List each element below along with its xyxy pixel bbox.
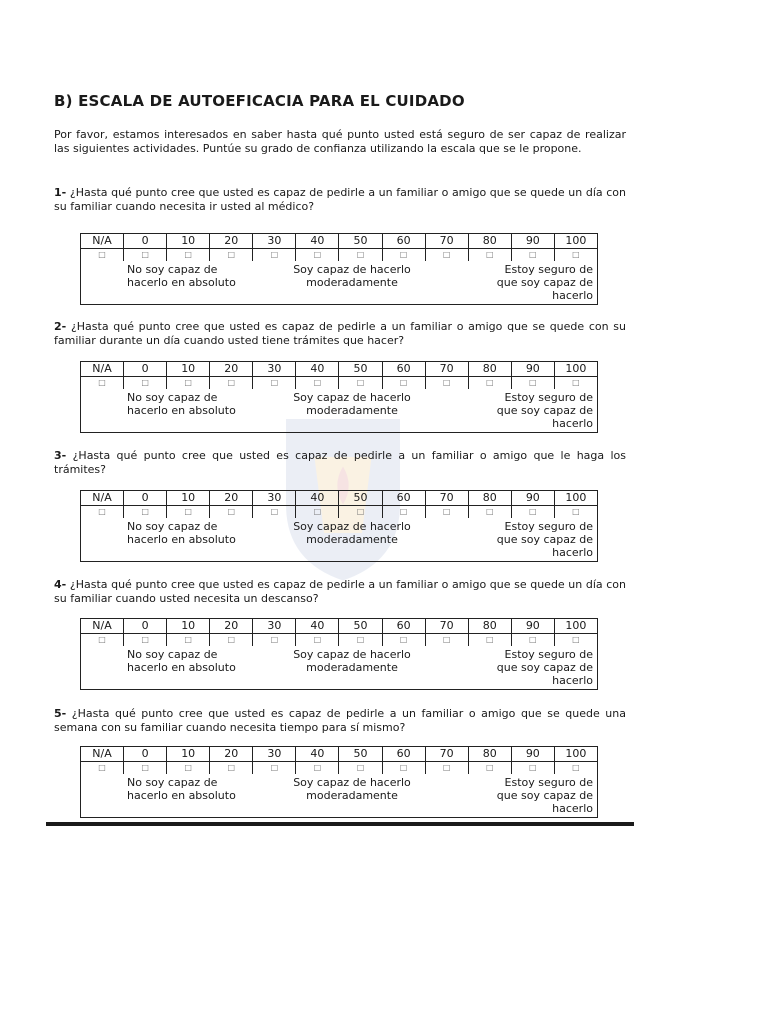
scale-value: 90 xyxy=(511,619,554,634)
question-2 xyxy=(54,320,626,347)
rating-checkbox[interactable]: □ xyxy=(511,249,554,262)
rating-scale-4 xyxy=(80,618,598,690)
rating-checkbox[interactable]: □ xyxy=(253,634,296,647)
intro-paragraph: Por favor, estamos interesados en saber hasta qué punto usted está seguro de ser capaz de realizar las siguientes actividades. Puntúe su grado de confianza utilizando la escala que se le propone. xyxy=(54,128,626,155)
scale-value: 40 xyxy=(296,234,339,249)
rating-checkbox[interactable]: □ xyxy=(382,506,425,519)
rating-checkbox[interactable]: □ xyxy=(554,249,597,262)
scale-value: 40 xyxy=(296,362,339,377)
scale-value: 90 xyxy=(511,362,554,377)
rating-checkbox[interactable]: □ xyxy=(468,377,511,390)
scale-value: N/A xyxy=(81,362,124,377)
anchor-mid-label: Soy capaz de hacerlo moderadamente xyxy=(293,263,411,289)
rating-checkbox[interactable]: □ xyxy=(425,762,468,775)
rating-checkbox[interactable]: □ xyxy=(124,762,167,775)
scale-value: 100 xyxy=(554,234,597,249)
rating-checkbox[interactable]: □ xyxy=(296,634,339,647)
anchor-low-label: No soy capaz de hacerlo en absoluto xyxy=(127,648,236,674)
scale-table xyxy=(80,618,598,646)
rating-checkbox[interactable]: □ xyxy=(468,634,511,647)
rating-checkbox[interactable]: □ xyxy=(210,634,253,647)
question-1 xyxy=(54,186,626,213)
anchor-high-label: Estoy seguro de que soy capaz de hacerlo xyxy=(496,391,593,430)
scale-table xyxy=(80,746,598,774)
anchor-mid-label: Soy capaz de hacerlo moderadamente xyxy=(293,520,411,546)
rating-checkbox[interactable]: □ xyxy=(81,634,124,647)
scale-value: 60 xyxy=(382,619,425,634)
anchor-high-label: Estoy seguro de que soy capaz de hacerlo xyxy=(496,263,593,302)
rating-checkbox[interactable]: □ xyxy=(425,634,468,647)
rating-checkbox[interactable]: □ xyxy=(81,249,124,262)
scale-value: 20 xyxy=(210,619,253,634)
scale-value: 70 xyxy=(425,619,468,634)
rating-checkbox[interactable]: □ xyxy=(296,506,339,519)
rating-checkbox[interactable]: □ xyxy=(253,506,296,519)
anchor-low-label: No soy capaz de hacerlo en absoluto xyxy=(127,520,236,546)
scale-value: 100 xyxy=(554,747,597,762)
rating-checkbox[interactable]: □ xyxy=(425,506,468,519)
rating-checkbox[interactable]: □ xyxy=(468,762,511,775)
scale-value: N/A xyxy=(81,747,124,762)
scale-values-row xyxy=(81,362,598,377)
scale-value: 40 xyxy=(296,619,339,634)
rating-checkbox[interactable]: □ xyxy=(382,249,425,262)
rating-checkbox[interactable]: □ xyxy=(554,634,597,647)
rating-checkbox[interactable]: □ xyxy=(425,249,468,262)
scale-value: 60 xyxy=(382,747,425,762)
rating-checkbox[interactable]: □ xyxy=(81,762,124,775)
rating-checkbox[interactable]: □ xyxy=(167,377,210,390)
rating-checkbox[interactable]: □ xyxy=(167,762,210,775)
question-text: ¿Hasta qué punto cree que usted es capaz de pedirle a un familiar o amigo que se quede un día con su familiar cuando necesita ir usted al médico? xyxy=(54,186,627,213)
rating-checkbox[interactable]: □ xyxy=(382,762,425,775)
anchor-low-label: No soy capaz de hacerlo en absoluto xyxy=(127,391,236,417)
rating-checkbox[interactable]: □ xyxy=(296,762,339,775)
scale-checkbox-row xyxy=(81,634,598,647)
scale-value: 50 xyxy=(339,619,382,634)
scale-value: 10 xyxy=(167,362,210,377)
scale-checkbox-row xyxy=(81,762,598,775)
scale-value: 80 xyxy=(468,362,511,377)
rating-scale-2 xyxy=(80,361,598,433)
scale-value: 20 xyxy=(210,234,253,249)
scale-value: 50 xyxy=(339,747,382,762)
question-3 xyxy=(54,449,626,476)
rating-checkbox[interactable]: □ xyxy=(210,249,253,262)
rating-checkbox[interactable]: □ xyxy=(210,506,253,519)
section-title: B) ESCALA DE AUTOEFICACIA PARA EL CUIDADO xyxy=(54,92,465,110)
scale-value: 10 xyxy=(167,491,210,506)
scale-value: 100 xyxy=(554,619,597,634)
scale-checkbox-row xyxy=(81,506,598,519)
question-text: ¿Hasta qué punto cree que usted es capaz de pedirle a un familiar o amigo que se quede una semana con su familiar cuando necesita tiempo para sí mismo? xyxy=(54,707,626,734)
scale-value: 40 xyxy=(296,747,339,762)
rating-checkbox[interactable]: □ xyxy=(554,762,597,775)
rating-checkbox[interactable]: □ xyxy=(296,249,339,262)
scale-value: 90 xyxy=(511,491,554,506)
rating-checkbox[interactable]: □ xyxy=(382,377,425,390)
scale-value: 60 xyxy=(382,234,425,249)
scale-values-row xyxy=(81,491,598,506)
scale-value: 20 xyxy=(210,362,253,377)
scale-anchors xyxy=(80,646,598,690)
scale-table xyxy=(80,361,598,389)
scale-value: 40 xyxy=(296,491,339,506)
scale-value: 60 xyxy=(382,491,425,506)
anchor-mid-label: Soy capaz de hacerlo moderadamente xyxy=(293,648,411,674)
scale-value: 30 xyxy=(253,362,296,377)
question-5 xyxy=(54,707,626,734)
scale-value: 10 xyxy=(167,619,210,634)
anchor-mid-label: Soy capaz de hacerlo moderadamente xyxy=(293,391,411,417)
scale-anchors xyxy=(80,261,598,305)
rating-checkbox[interactable]: □ xyxy=(511,762,554,775)
question-number: 1- xyxy=(54,186,67,199)
scale-value: 70 xyxy=(425,362,468,377)
rating-checkbox[interactable]: □ xyxy=(511,634,554,647)
scale-value: 50 xyxy=(339,491,382,506)
question-number: 4- xyxy=(54,578,67,591)
rating-checkbox[interactable]: □ xyxy=(253,762,296,775)
rating-checkbox[interactable]: □ xyxy=(554,377,597,390)
rating-checkbox[interactable]: □ xyxy=(81,506,124,519)
scale-value: 30 xyxy=(253,234,296,249)
question-number: 2- xyxy=(54,320,67,333)
scale-value: 0 xyxy=(124,619,167,634)
scale-value: N/A xyxy=(81,491,124,506)
rating-scale-3 xyxy=(80,490,598,562)
scale-value: 90 xyxy=(511,747,554,762)
scale-value: 10 xyxy=(167,747,210,762)
scale-values-row xyxy=(81,747,598,762)
rating-checkbox[interactable]: □ xyxy=(124,634,167,647)
anchor-low-label: No soy capaz de hacerlo en absoluto xyxy=(127,263,236,289)
question-number: 3- xyxy=(54,449,67,462)
scale-values-row xyxy=(81,234,598,249)
scale-value: N/A xyxy=(81,619,124,634)
rating-checkbox[interactable]: □ xyxy=(81,377,124,390)
scale-checkbox-row xyxy=(81,249,598,262)
anchor-mid-label: Soy capaz de hacerlo moderadamente xyxy=(293,776,411,802)
rating-checkbox[interactable]: □ xyxy=(468,249,511,262)
scale-value: 0 xyxy=(124,747,167,762)
rating-checkbox[interactable]: □ xyxy=(339,762,382,775)
scale-value: 70 xyxy=(425,234,468,249)
scale-value: 30 xyxy=(253,491,296,506)
scale-value: 20 xyxy=(210,491,253,506)
scale-value: 80 xyxy=(468,491,511,506)
scale-anchors xyxy=(80,774,598,818)
scale-value: 30 xyxy=(253,619,296,634)
anchor-high-label: Estoy seguro de que soy capaz de hacerlo xyxy=(496,520,593,559)
rating-checkbox[interactable]: □ xyxy=(253,249,296,262)
scale-value: 0 xyxy=(124,362,167,377)
scale-value: 80 xyxy=(468,234,511,249)
rating-checkbox[interactable]: □ xyxy=(210,762,253,775)
question-text: ¿Hasta qué punto cree que usted es capaz de pedirle a un familiar o amigo que se quede con su familiar durante un día cuando usted tiene trámites que hacer? xyxy=(54,320,627,347)
scale-values-row xyxy=(81,619,598,634)
scale-value: 10 xyxy=(167,234,210,249)
question-number: 5- xyxy=(54,707,67,720)
anchor-high-label: Estoy seguro de que soy capaz de hacerlo xyxy=(496,648,593,687)
scale-anchors xyxy=(80,518,598,562)
scale-value: 70 xyxy=(425,491,468,506)
scale-table xyxy=(80,233,598,261)
rating-checkbox[interactable]: □ xyxy=(511,506,554,519)
rating-checkbox[interactable]: □ xyxy=(210,377,253,390)
rating-checkbox[interactable]: □ xyxy=(339,377,382,390)
rating-checkbox[interactable]: □ xyxy=(339,506,382,519)
rating-scale-5 xyxy=(80,746,598,818)
anchor-low-label: No soy capaz de hacerlo en absoluto xyxy=(127,776,236,802)
rating-checkbox[interactable]: □ xyxy=(511,377,554,390)
rating-scale-1 xyxy=(80,233,598,305)
scale-value: 20 xyxy=(210,747,253,762)
rating-checkbox[interactable]: □ xyxy=(468,506,511,519)
scale-value: 80 xyxy=(468,619,511,634)
scale-value: 0 xyxy=(124,234,167,249)
rating-checkbox[interactable]: □ xyxy=(253,377,296,390)
rating-checkbox[interactable]: □ xyxy=(382,634,425,647)
rating-checkbox[interactable]: □ xyxy=(167,249,210,262)
rating-checkbox[interactable]: □ xyxy=(296,377,339,390)
rating-checkbox[interactable]: □ xyxy=(339,249,382,262)
scale-value: 100 xyxy=(554,362,597,377)
scale-value: 50 xyxy=(339,362,382,377)
rating-checkbox[interactable]: □ xyxy=(167,506,210,519)
anchor-high-label: Estoy seguro de que soy capaz de hacerlo xyxy=(496,776,593,815)
scale-anchors xyxy=(80,389,598,433)
scale-value: 80 xyxy=(468,747,511,762)
scale-value: N/A xyxy=(81,234,124,249)
bottom-divider xyxy=(46,822,634,826)
rating-checkbox[interactable]: □ xyxy=(124,249,167,262)
scale-value: 100 xyxy=(554,491,597,506)
rating-checkbox[interactable]: □ xyxy=(339,634,382,647)
scale-value: 70 xyxy=(425,747,468,762)
rating-checkbox[interactable]: □ xyxy=(554,506,597,519)
scale-table xyxy=(80,490,598,518)
scale-value: 90 xyxy=(511,234,554,249)
scale-value: 50 xyxy=(339,234,382,249)
rating-checkbox[interactable]: □ xyxy=(124,506,167,519)
question-text: ¿Hasta qué punto cree que usted es capaz de pedirle a un familiar o amigo que le haga los trámites? xyxy=(54,449,626,476)
scale-value: 30 xyxy=(253,747,296,762)
rating-checkbox[interactable]: □ xyxy=(425,377,468,390)
scale-value: 0 xyxy=(124,491,167,506)
question-4 xyxy=(54,578,626,605)
rating-checkbox[interactable]: □ xyxy=(124,377,167,390)
rating-checkbox[interactable]: □ xyxy=(167,634,210,647)
question-text: ¿Hasta qué punto cree que usted es capaz de pedirle a un familiar o amigo que se quede un día con su familiar cuando usted necesita un descanso? xyxy=(54,578,627,605)
scale-value: 60 xyxy=(382,362,425,377)
scale-checkbox-row xyxy=(81,377,598,390)
